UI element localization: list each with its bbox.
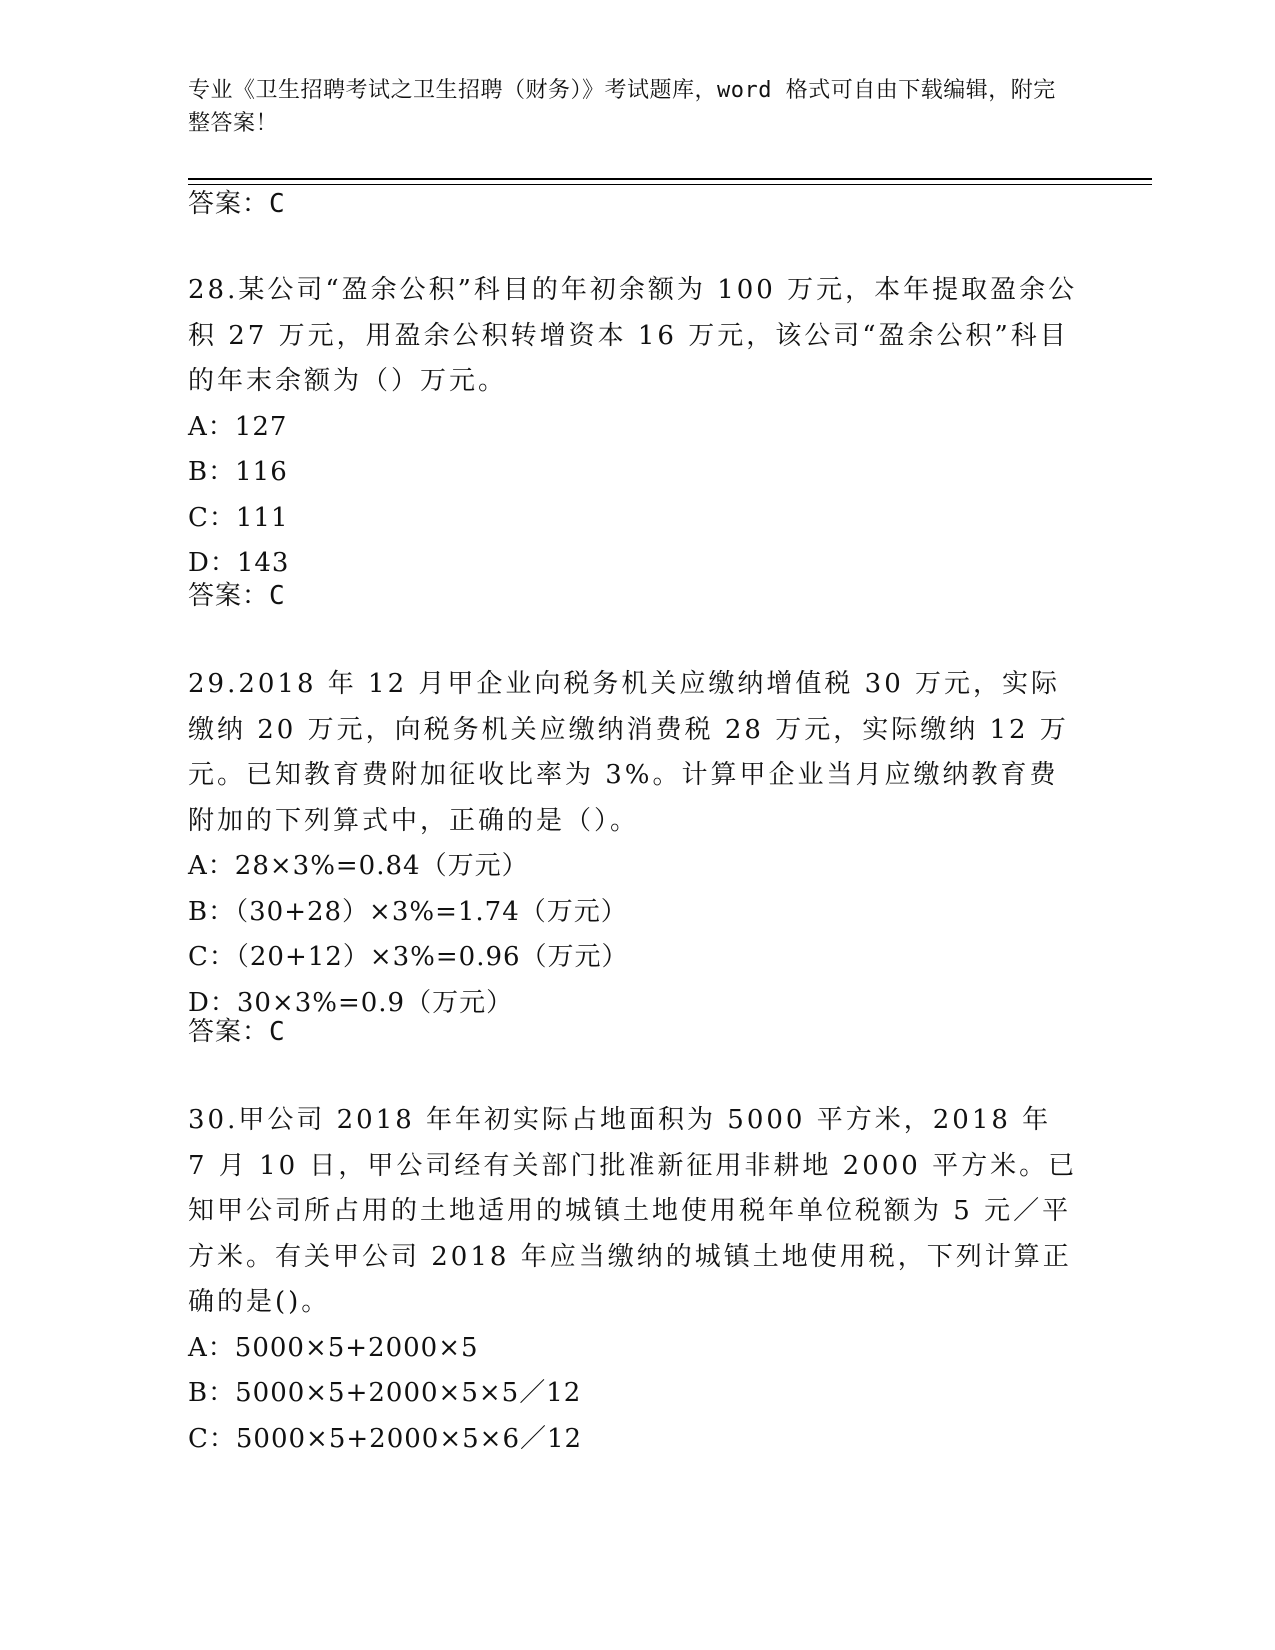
header-divider-thin	[188, 184, 1152, 185]
question-stem: 30.甲公司 2018 年年初实际占地面积为 5000 平方米，2018 年 7 月 10 日，甲公司经有关部门批准新征用非耕地 2000 平方米。已知甲公司所占用的土地适用的城镇土地使用税年单位税额为 5 元／平方米。有关甲公司 2018 年应当缴纳的城镇土地使用税，下列计算正确的是()。	[188, 1105, 1078, 1317]
question-stem: 29.2018 年 12 月甲企业向税务机关应缴纳增值税 30 万元，实际缴纳 20 万元，向税务机关应缴纳消费税 28 万元，实际缴纳 12 万元。已知教育费附加征收比率为 3%。计算甲企业当月应缴纳教育费附加的下列算式中，正确的是（）。	[188, 669, 1069, 836]
question-stem: 28.某公司“盈余公积”科目的年初余额为 100 万元，本年提取盈余公积 27 万元，用盈余公积转增资本 16 万元，该公司“盈余公积”科目的年末余额为（）万元。	[188, 275, 1078, 396]
document-header: 专业《卫生招聘考试之卫生招聘（财务）》考试题库，word 格式可自由下载编辑，附完整答案！	[188, 78, 1056, 136]
question-29	[188, 662, 1078, 1026]
option-b: B：116	[188, 457, 288, 487]
option-d: D：143	[188, 548, 290, 578]
option-c: C：（20+12）×3%=0.96（万元）	[188, 942, 629, 972]
question-30	[188, 1098, 1078, 1462]
option-c: C：5000×5+2000×5×6／12	[188, 1423, 583, 1454]
answer-29: 答案：C	[188, 1017, 286, 1047]
option-list	[188, 844, 1078, 1026]
option-c: C：111	[188, 502, 289, 533]
option-b: B：5000×5+2000×5×5／12	[188, 1378, 582, 1408]
header-divider-thick	[188, 178, 1152, 180]
option-d: D：30×3%=0.9（万元）	[188, 987, 514, 1018]
option-a: A：127	[188, 411, 288, 442]
option-a: A：5000×5+2000×5	[188, 1332, 479, 1363]
question-28	[188, 268, 1078, 587]
option-list	[188, 1326, 1078, 1463]
option-a: A：28×3%=0.84（万元）	[188, 851, 529, 881]
option-b: B：（30+28）×3%=1.74（万元）	[188, 896, 628, 927]
answer-28: 答案：C	[188, 581, 286, 611]
option-list	[188, 405, 1078, 587]
previous-answer: 答案：C	[188, 189, 286, 219]
